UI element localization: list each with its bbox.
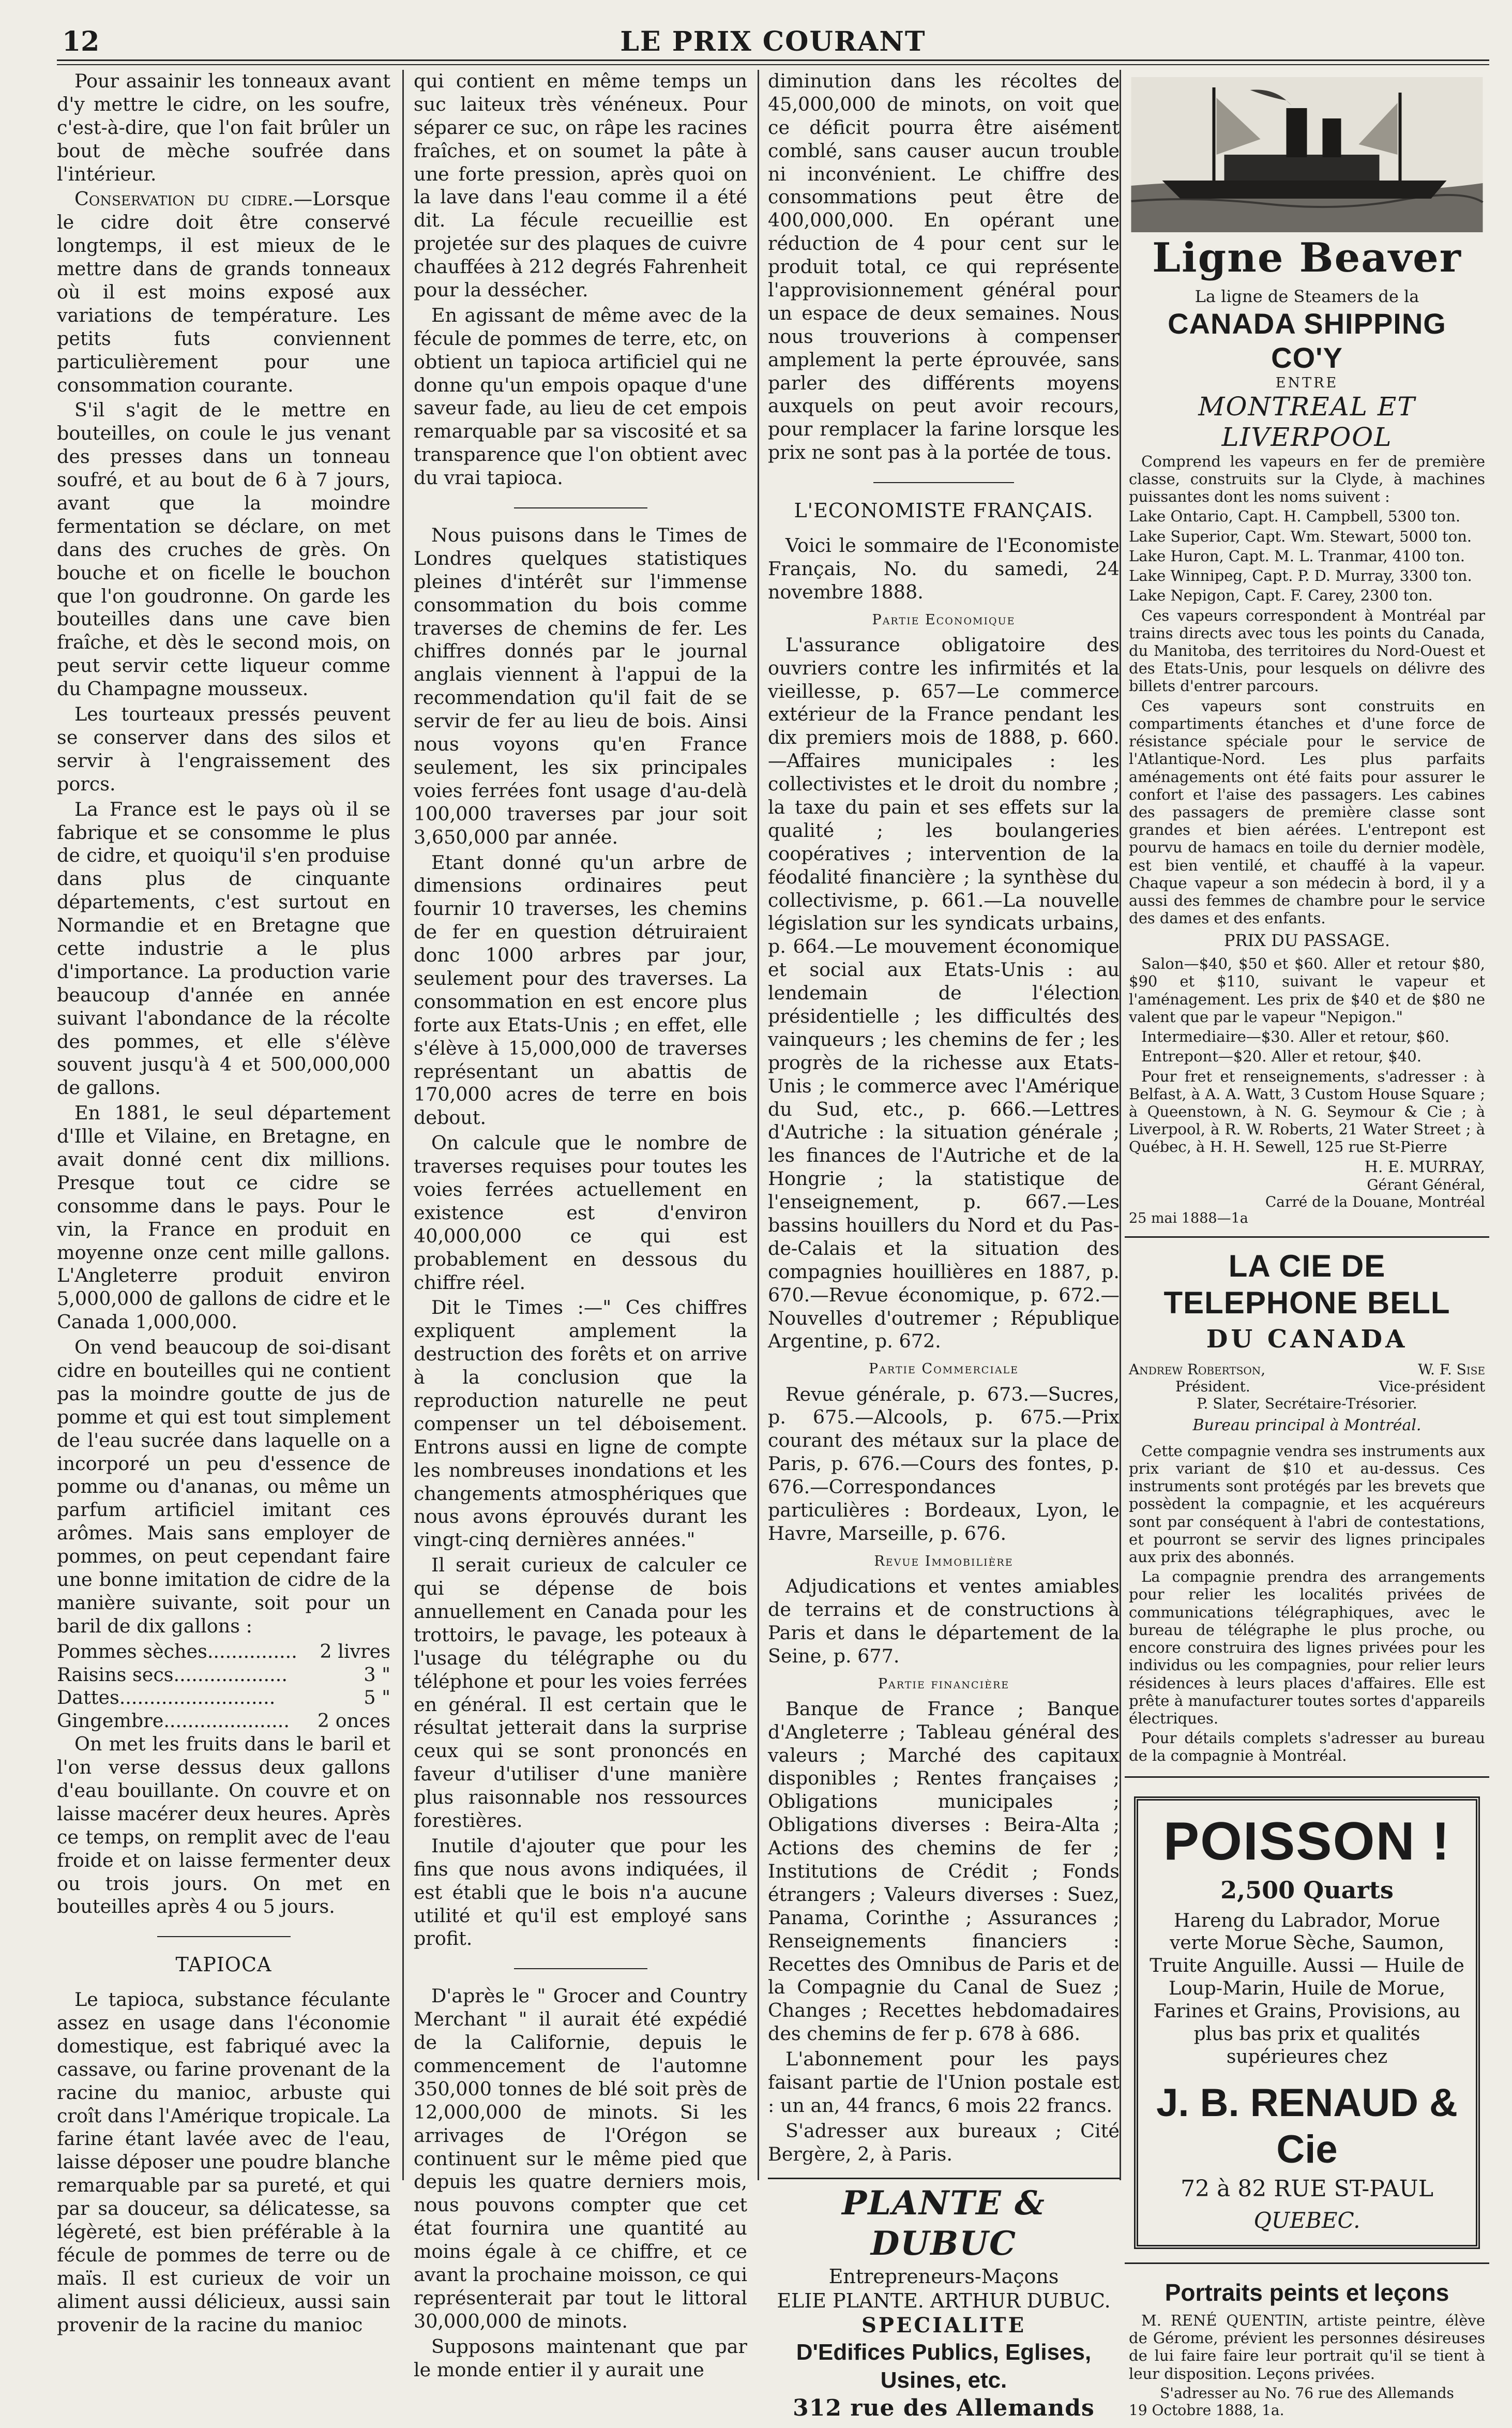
column-1 — [57, 70, 390, 2336]
plante-dubuc-ad — [768, 2178, 1120, 2422]
ad-address: S'adresser au No. 76 rue des Allemands — [1160, 2384, 1454, 2402]
officers-row — [1129, 1378, 1485, 1395]
bureau-line: Bureau principal à Montréal. — [1192, 1416, 1422, 1435]
paragraph: Cette compagnie vendra ses instruments aux prix variant de $10 et au-dessus. Ces instruments sont protégés par les brevets que possèdent la compagnie, et les acquéreurs sont par conséquent à l'abri de contestations, et pourront se servir des lignes principales aux prix des abonnés. — [1129, 1442, 1485, 1566]
ad-title: Portraits peints et leçons — [1165, 2279, 1449, 2306]
ad-title: POISSON ! — [1163, 1811, 1451, 1871]
column-2 — [414, 70, 747, 2381]
recipe-item: Dattes.......................... — [57, 1686, 276, 1709]
paragraph: Il serait curieux de calculer ce qui se dépense de bois annuellement en Canada pour les trottoirs, le pavage, les poteaux à l'usage du télégraphe ou du téléphone et pour les voies ferrées en général. Il est certain que le résultat jetterait dans la surprise ceux qui se sont prononcés en faveur d'utiliser d'une manière plus raisonnable nos ressources forestières. — [414, 1554, 747, 1832]
ad-title: PLANTE & DUBUC — [842, 2183, 1046, 2264]
paragraph: Entrepont—$20. Aller et retour, $40. — [1141, 1047, 1422, 1066]
officer-name: W. F. Sise — [1418, 1361, 1485, 1378]
separator — [873, 482, 1014, 483]
column-rule — [1120, 70, 1121, 2180]
paragraph: D'après le " Grocer and Country Merchant " il aurait été expédié de la Californie, depuis le commencement de l'automne 350,000 tonnes de blé soit près de 12,000,000 de minots. Si les arrivages de l'Orégon se continuent sur le même pied que depuis les quatre derniers mois, nous pouvons compter que cet état fournira une quantité au moins égale à ce chiffre, et ce avant la prochaine moisson, ce qui représenterait par tout le littoral 30,000,000 de minots. — [414, 1985, 747, 2332]
paragraph: La compagnie prendra des arrangements pour relier les localités privées de communications télégraphiques, avec le bureau de télégraphe le plus proche, ou encore construira des lignes privées pour les individus ou les compagnies, pour relier leurs résidences à leurs places d'affaires. Elle est prête à manufacturer toutes sortes d'appareils électriques. — [1129, 1568, 1485, 1727]
ad-title: LA CIE DE TELEPHONE BELL — [1163, 1248, 1450, 1320]
recipe-qty: 2 onces — [317, 1710, 390, 1732]
section-heading-tapioca: TAPIOCA — [175, 1953, 272, 1976]
paragraph: L'abonnement pour les pays faisant partie de l'Union postale est : un an, 44 francs, 6 mois 22 francs. — [768, 2048, 1120, 2117]
beaver-line-ad — [1125, 70, 1489, 1238]
paragraph: Ces vapeurs correspondent à Montréal par trains directs avec tous les points du Canada, du Manitoba, des territoires du Nord-Ouest et des Etats-Unis, pour lesquels on délivre des billets d'entrer parcours. — [1129, 606, 1485, 695]
recipe-item: Raisins secs................... — [57, 1663, 288, 1686]
paragraph: La France est le pays où il se fabrique et se consomme le plus de cidre, et quoiqu'il s'en produise dans plus de cinquante départements, c'est surtout en Normandie et en Bretagne que cette industrie a le plus d'importance. La production varie beaucoup d'année en année suivant l'abondance de la récolte des pommes, et elle s'élève souvent jusqu'à 4 et 500,000,000 de gallons. — [57, 798, 390, 1099]
recipe-qty: 3 " — [364, 1663, 390, 1686]
paragraph: On vend beaucoup de soi-disant cidre en bouteilles qui ne contient pas la moindre goutte de jus de pomme et qui est tout simplement de l'eau sucrée dans laquelle on a incorporé un peu d'essence de pomme ou d'ananas, ou même un parfum artificiel imitant ces arômes. Mais sans employer de pommes, on peut cependant faire une bonne imitation de cidre de la manière suivante, soit pour un baril de dix gallons : — [57, 1336, 390, 1637]
officer-role: Vice-président — [1379, 1378, 1485, 1396]
list-item: Lake Winnipeg, Capt. P. D. Murray, 3300 ton. — [1129, 567, 1472, 585]
paragraph: Les tourteaux pressés peuvent se conserver dans des silos et servir à l'engraissement des porcs. — [57, 703, 390, 795]
paragraph: M. RENÉ QUENTIN, artiste peintre, élève de Gérome, prévient les personnes désireuses de lui faire faire leur portrait qu'il se tient à leur disposition. Leçons privées. — [1129, 2311, 1485, 2382]
paragraph: Supposons maintenant que par le monde entier il y aurait une — [414, 2335, 747, 2381]
column-4-ads — [1125, 70, 1489, 2419]
paragraph: Revue générale, p. 673.—Sucres, p. 675.—Alcools, p. 675.—Prix courant des métaux sur la place de Paris, p. 676.—Cours des fontes, p. 676.—Correspondances particulières : Bordeaux, Lyon, le Havre, Marseille, p. 676. — [768, 1383, 1120, 1545]
ad-line: Entrepreneurs-Maçons — [828, 2265, 1059, 2288]
steamship-illustration — [1129, 77, 1485, 232]
separator — [157, 1936, 291, 1937]
ad-quantity: 2,500 Quarts — [1220, 1876, 1394, 1905]
poisson-ad — [1125, 1778, 1489, 2264]
paragraph: En 1881, le seul département d'Ille et Vilaine, en Bretagne, en avait donné cent dix millions. Presque tout ce cidre se consomme dans le pays. Pour le vin, la France en produit en moyenne onze cent mille gallons. L'Angleterre produit environ 5,000,000 de gallons de cidre et le Canada 1,000,000. — [57, 1102, 390, 1333]
recipe-row — [57, 1640, 390, 1663]
portrait-ad — [1125, 2264, 1489, 2428]
list-item: Lake Nepigon, Capt. F. Carey, 2300 ton. — [1129, 587, 1433, 605]
paragraph: Dit le Times :—" Ces chiffres expliquent amplement la destruction des forêts et on arrive à la conclusion que la reproduction naturelle ne peut compenser un tel déboisement. Entrons aussi en ligne de compte les nombreuses inondations et les changements atmosphériques que nous avons éprouvés durant les vingt-cinq dernières années." — [414, 1296, 747, 1551]
merchant-name: J. B. RENAUD & Cie — [1156, 2080, 1458, 2171]
paragraph: L'assurance obligatoire des ouvriers contre les infirmités et la vieillesse, p. 657—Le commerce extérieur de la France pendant les dix premiers mois de 1888, p. 660.—Affaires municipales : les collectivistes et le droit du nombre ; la taxe du pain et ses effets sur la qualité ; les boulangeries coopératives ; intervention de la féodalité financière ; la synthèse du collectivisme, p. 661.—La nouvelle législation sur les syndicats urbains, p. 664.—Le mouvement économique et social aux Etats-Unis : au lendemain de l'élection présidentielle ; les difficultés des vainqueurs ; les chemins de fer ; les progrès de la richesse aux Etats-Unis ; le commerce avec l'Amérique du Sud, etc., p. 666.—Lettres d'Autriche : la situation générale ; les finances de l'Autriche et de la Hongrie ; la statistique de l'enseignement, p. 667.—Les bassins houillers du Nord et du Pas-de-Calais et la situation des compagnies houillières en 1887, p. 670.—Revue économique, p. 672.—Nouvelles d'outremer ; République Argentine, p. 672. — [768, 633, 1120, 1353]
column-rule — [758, 70, 759, 2180]
sub-heading: Revue Immobilière — [874, 1553, 1014, 1569]
sub-heading: PRIX DU PASSAGE. — [1223, 931, 1390, 951]
ad-line: ENTRE — [1275, 374, 1339, 391]
recipe-qty: 5 " — [364, 1686, 390, 1709]
paragraph: Pour détails complets s'adresser au bureau de la compagnie à Montréal. — [1129, 1729, 1485, 1765]
signature-name: H. E. MURRAY, — [1364, 1158, 1485, 1176]
ad-date: 19 Octobre 1888, 1a. — [1129, 2401, 1284, 2419]
header-rule — [57, 59, 1489, 65]
masthead: LE PRIX COURANT — [620, 26, 926, 57]
paragraph: On met les fruits dans le baril et l'on verse dessus deux gallons d'eau bouillante. On couvre et on laisse macérer deux heures. Après ce temps, on remplit avec de l'eau froide et on laisse fermenter deux ou trois jours. On met en bouteilles après 4 ou 5 jours. — [57, 1733, 390, 1918]
recipe-item: Gingembre..................... — [57, 1710, 290, 1732]
officer-line: P. Slater, Secrétaire-Trésorier. — [1197, 1395, 1417, 1413]
paragraph: S'il s'agit de le mettre en bouteilles, on coule le jus venant des presses dans un tonneau soufré, et au bout de 6 à 7 jours, avant que la moindre fermentation se déclare, on met dans des cruches de grès. On bouche et on ficelle le bouchon que l'on goudronne. On garde les bouteilles dans une cave bien fraîche, et dès le second mois, on peut servir cette liqueur comme du Champagne mousseux. — [57, 399, 390, 700]
paragraph: Pour fret et renseignements, s'adresser : à Belfast, à A. A. Watt, 3 Custom House Square ; à Queenstown, à N. G. Seymour & Cie ; à Liverpool, à R. W. Roberts, 21 Water Street ; à Québec, à H. H. Sewell, 125 rue St-Pierre — [1129, 1067, 1485, 1156]
page-number: 12 — [62, 26, 100, 57]
ship-list — [1129, 507, 1485, 604]
paragraph: En agissant de même avec de la fécule de pommes de terre, etc, on obtient un tapioca artificiel qui ne donne qu'un empois opaque d'une saveur fade, au lieu de cet empois remarquable par sa viscosité et sa transparence que l'on obtient avec du vrai tapioca. — [414, 304, 747, 489]
page-header — [57, 26, 1489, 57]
paragraph: Salon—$40, $50 et $60. Aller et retour $80, $90 et $110, suivant le vapeur et l'aménagement. Les prix de $40 et de $80 ne valent que par le vapeur "Nepigon." — [1129, 955, 1485, 1026]
ad-subtitle: La ligne de Steamers de la — [1195, 287, 1419, 307]
ad-date: 25 mai 1888—1a — [1129, 1210, 1248, 1227]
ad-description: Hareng du Labrador, Morue verte Morue Sèche, Saumon, Truite Anguille. Aussi — Huile de Loup-Marin, Huile de Morue, Farines et Grains, Provisions, au plus bas prix et qualités supérieures chez — [1150, 1910, 1464, 2068]
signature-title: Gérant Général, — [1367, 1176, 1485, 1194]
officer-name: Andrew Robertson, — [1129, 1361, 1266, 1378]
sub-heading: Partie Economique — [872, 611, 1016, 628]
ad-line: ELIE PLANTE. ARTHUR DUBUC. — [777, 2289, 1111, 2312]
separator — [514, 507, 647, 508]
poisson-box — [1134, 1796, 1480, 2249]
recipe-item: Pommes sèches............... — [57, 1640, 297, 1662]
paragraph: Etant donné qu'un arbre de dimensions ordinaires peut fournir 10 traverses, les chemins de fer en question détruiraient donc 1000 arbres par jour, seulement pour des traverses. La consommation en est encore plus forte aux Etats-Unis ; en effet, elle s'élève à 15,000,000 de traverses représentant un abattis de 170,000 acres de terre en bois debout. — [414, 851, 747, 1129]
officer-role: Président. — [1175, 1378, 1250, 1396]
list-item: Lake Superior, Capt. Wm. Stewart, 5000 ton. — [1129, 527, 1472, 545]
list-item: Lake Ontario, Capt. H. Campbell, 5300 ton. — [1129, 507, 1461, 526]
column-rule — [402, 70, 404, 2180]
recipe-qty: 2 livres — [320, 1640, 390, 1662]
ad-title: Ligne Beaver — [1152, 234, 1462, 281]
paragraph: Intermediaire—$30. Aller et retour, $60. — [1141, 1028, 1449, 1046]
paragraph: Pour assainir les tonneaux avant d'y mettre le cidre, on les soufre, c'est-à-dire, que l'on fait brûler un bout de mèche soufrée dans l'intérieur. — [57, 70, 390, 185]
route: MONTREAL ET LIVERPOOL — [1198, 391, 1416, 452]
section-heading-economiste: L'ECONOMISTE FRANÇAIS. — [794, 499, 1094, 522]
signature-place: Carré de la Douane, Montréal — [1265, 1193, 1485, 1211]
recipe-row — [57, 1710, 390, 1733]
paragraph: qui contient en même temps un suc laiteux très vénéneux. Pour séparer ce suc, on râpe les racines fraîches, et on soumet la pâte à une forte pression, après quoi on la lave dans l'eau comme il a été dit. La fécule recueillie est projetée sur des plaques de cuivre chauffées à 212 degrés Fahrenheit pour la dessécher. — [414, 70, 747, 302]
recipe-row — [57, 1663, 390, 1687]
paragraph: Voici le sommaire de l'Economiste Français, No. du samedi, 24 novembre 1888. — [768, 534, 1120, 603]
run-in-heading: Conservation du cidre. — [74, 188, 294, 211]
company-name: CANADA SHIPPING CO'Y — [1168, 307, 1446, 374]
sub-heading: Partie Commerciale — [868, 1361, 1019, 1377]
merchant-address: 72 à 82 RUE ST-PAUL — [1181, 2176, 1433, 2202]
paragraph: Inutile d'ajouter que pour les fins que nous avons indiquées, il est établi que le bois n'a aucune utilité et qu'il est employé sans profit. — [414, 1834, 747, 1950]
paragraph: Le tapioca, substance féculante assez en usage dans l'économie domestique, est fabriqué avec la cassave, ou farine provenant de la racine du manioc, arbuste qui croît dans l'Amérique tropicale. La farine étant lavée avec de l'eau, laisse déposer une poudre blanche remarquable par sa pureté, et qui par sa douceur, sa délicatesse, sa légèreté, est bien préférable à la fécule de pommes de terre ou de maïs. Il est curieux de voir un aliment aussi délicieux, aussi sain provenir de la racine du manioc — [57, 1988, 390, 2336]
paragraph: Adjudications et ventes amiables de terrains et de constructions à Paris et dans le département de la Seine, p. 677. — [768, 1575, 1120, 1667]
ad-line: D'Edifices Publics, Eglises, Usines, etc. — [796, 2339, 1092, 2393]
list-item: Lake Huron, Capt. M. L. Tranmar, 4100 ton. — [1129, 547, 1465, 565]
ad-address: 312 rue des Allemands — [793, 2394, 1095, 2421]
paragraph: Comprend les vapeurs en fer de première classe, construits sur la Clyde, à machines puissantes dont les noms suivent : — [1129, 452, 1485, 506]
paragraph: Ces vapeurs sont construits en compartiments étanches et d'une force de résistance spéciale pour le service de l'Atlantique-Nord. Les plus parfaits aménagements ont été faits pour assurer le confort et l'aise des passagers. Les cabines des passagers de première classe sont grandes et bien aérées. L'entrepont est pourvu de hamacs en toile du dernier modèle, est bien ventilé, et chauffé à la vapeur. Chaque vapeur a son médecin à bord, il y a aussi des femmes de chambre pour le service des dames et des enfants. — [1129, 697, 1485, 927]
paragraph: On calcule que le nombre de traverses requises pour toutes les voies ferrées actuellement en existence est d'environ 40,000,000 ce qui est probablement en dessous du chiffre réel. — [414, 1132, 747, 1294]
paragraph: Nous puisons dans le Times de Londres quelques statistiques pleines d'intérêt sur l'immense consommation du bois comme traverses de chemins de fer. Les chiffres donnés par le journal anglais viennent à l'appui de la recommendation qu'il fait de se servir de fer au lieu de bois. Ainsi nous voyons qu'en France seulement, les six principales voies ferrées font usage d'au-delà 100,000 traverses par jour soit 3,650,000 par année. — [414, 524, 747, 848]
ad-specialty: SPECIALITE — [861, 2313, 1026, 2338]
paragraph: diminution dans les récoltes de 45,000,000 de minots, on voit que ce déficit pourra être aisément comblé, sans causer aucun trouble ni inconvénient. Le chiffre des consommations peut être de 400,000,000. En opérant une réduction de 4 pour cent sur le produit total, ce qui représente l'approvisionnement général pour un espace de deux semaines. Nous nous trouverions à compenser amplement la perte éprouvée, sans parler des différents moyens auxquels on peut avoir recours, pour remplacer la farine lorsque les prix ne sont pas à la portée de tous. — [768, 70, 1120, 464]
paragraph: Banque de France ; Banque d'Angleterre ; Tableau général des valeurs ; Marché des capitaux disponibles ; Rentes françaises ; Obligations municipales ; Obligations diverses : Beira-Alta ; Actions des chemins de fer ; Institutions de Crédit ; Fonds étrangers ; Valeurs diverses : Suez, Panama, Corinthe ; Assurances ; Renseignements financiers : Recettes des Omnibus de Paris et de la Compagnie du Canal de Suez ; Changes ; Recettes hebdomadaires des chemins de fer p. 678 à 686. — [768, 1697, 1120, 2045]
column-3 — [768, 70, 1120, 2421]
paragraph-text: —Lorsque le cidre doit être conservé longtemps, il est mieux de le mettre dans de grands tonneaux où il est moins exposé aux variations de température. Les petits futs conviennent particulièrement pour une consommation courante. — [57, 188, 390, 396]
ad-subtitle: DU CANADA — [1206, 1324, 1408, 1354]
officers-row — [1129, 1361, 1485, 1378]
bell-telephone-ad — [1125, 1238, 1489, 1778]
merchant-city: QUEBEC. — [1253, 2208, 1360, 2234]
recipe-row — [57, 1686, 390, 1710]
recipe-table — [57, 1640, 390, 1733]
sub-heading: Partie financière — [878, 1675, 1010, 1692]
paragraph: S'adresser aux bureaux ; Cité Bergère, 2, à Paris. — [768, 2119, 1120, 2165]
separator — [514, 1968, 647, 1969]
paragraph — [57, 188, 390, 397]
